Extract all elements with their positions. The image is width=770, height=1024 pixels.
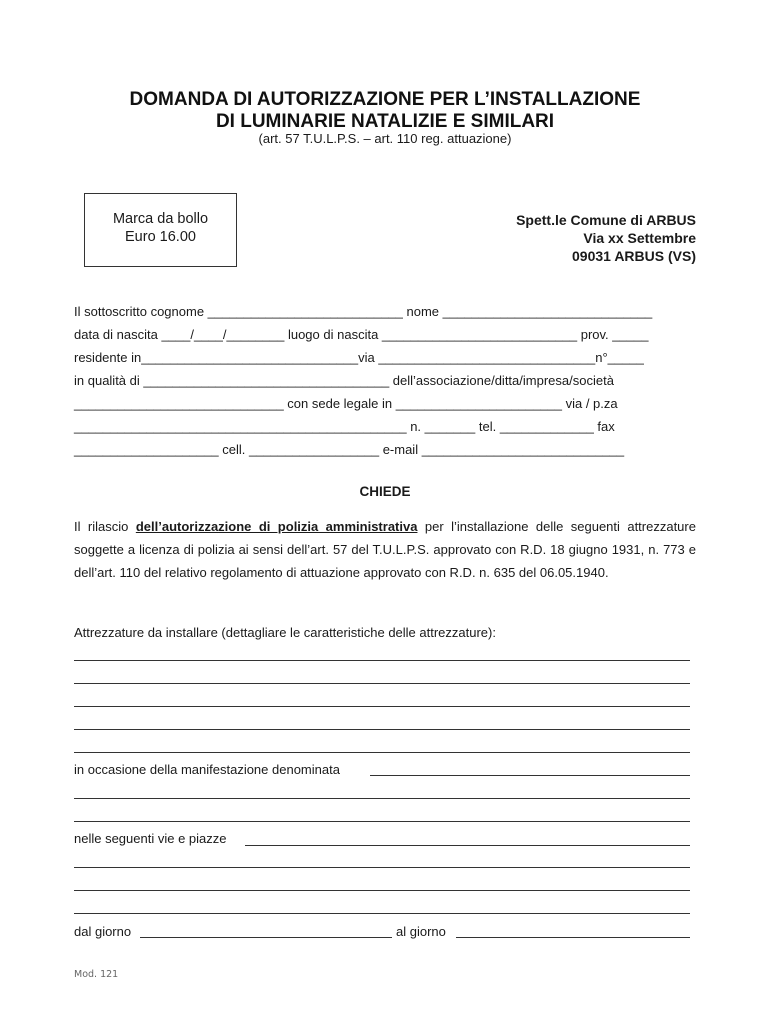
request-intro: Il rilascio [74,519,129,534]
request-emphasis: dell’autorizzazione di polizia amministrativa [135,519,418,534]
recipient-name: Spett.le Comune di ARBUS [516,212,696,228]
recipient-city: 09031 ARBUS (VS) [572,248,696,264]
stamp-amount: Euro 16.00 [125,229,196,245]
field-registered-office[interactable]: _____________________________ con sede legale in _______________________ via / p.za [74,396,618,411]
form-subtitle: (art. 57 T.U.L.P.S. – art. 110 reg. attuazione) [258,131,512,146]
streets-field[interactable] [245,845,690,846]
revenue-stamp-box [84,193,237,267]
field-surname-name[interactable]: Il sottoscritto cognome ___________________________ nome _____________________________ [74,304,653,319]
streets-blank-line[interactable] [74,890,690,891]
to-date-label: al giorno [396,924,446,939]
request-paragraph [74,515,696,584]
streets-blank-line[interactable] [74,913,690,914]
streets-blank-line[interactable] [74,867,690,868]
event-blank-line[interactable] [74,821,690,822]
field-capacity[interactable]: in qualità di __________________________________ dell’associazione/ditta/impresa/società [74,373,614,388]
equipment-blank-line[interactable] [74,683,690,684]
streets-label: nelle seguenti vie e piazze [74,831,227,846]
field-birth-details[interactable]: data di nascita ____/____/________ luogo di nascita ___________________________ prov. _____ [74,327,649,342]
recipient-address [516,211,696,265]
equipment-blank-line[interactable] [74,706,690,707]
request-heading: CHIEDE [359,484,411,499]
from-date-field[interactable] [140,937,392,938]
field-cell-email[interactable]: ____________________ cell. __________________ e-mail ____________________________ [74,442,625,457]
event-name-label: in occasione della manifestazione denominata [74,762,340,777]
stamp-label: Marca da bollo [112,211,209,227]
recipient-street: Via xx Settembre [583,230,696,246]
form-code: Mod. 121 [74,969,119,980]
from-date-label: dal giorno [74,924,132,939]
field-residence[interactable]: residente in______________________________via ______________________________n°_____ [74,350,644,365]
request-body: per l’installazione delle seguenti attrezzature soggette a licenza di polizia ai sensi dell’art. 57 del T.U.L.P.S. approvato con R.D. 18 giugno 1931, n. 773 e dell’art. 110 del relativo regolamento di attuazione approvato con R.D. n. 635 del 06.05.1940. [74,519,696,580]
equipment-blank-line[interactable] [74,752,690,753]
equipment-label: Attrezzature da installare (dettagliare le caratteristiche delle attrezzature): [74,625,496,640]
equipment-blank-line[interactable] [74,729,690,730]
form-title-line2: DI LUMINARIE NATALIZIE E SIMILARI [215,111,555,132]
to-date-field[interactable] [456,937,690,938]
field-number-phone-fax[interactable]: ______________________________________________ n. _______ tel. _____________ fax [74,419,615,434]
event-name-field[interactable] [370,775,690,776]
event-blank-line[interactable] [74,798,690,799]
equipment-blank-line[interactable] [74,660,690,661]
form-title-line1: DOMANDA DI AUTORIZZAZIONE PER L’INSTALLAZIONE [129,89,641,110]
